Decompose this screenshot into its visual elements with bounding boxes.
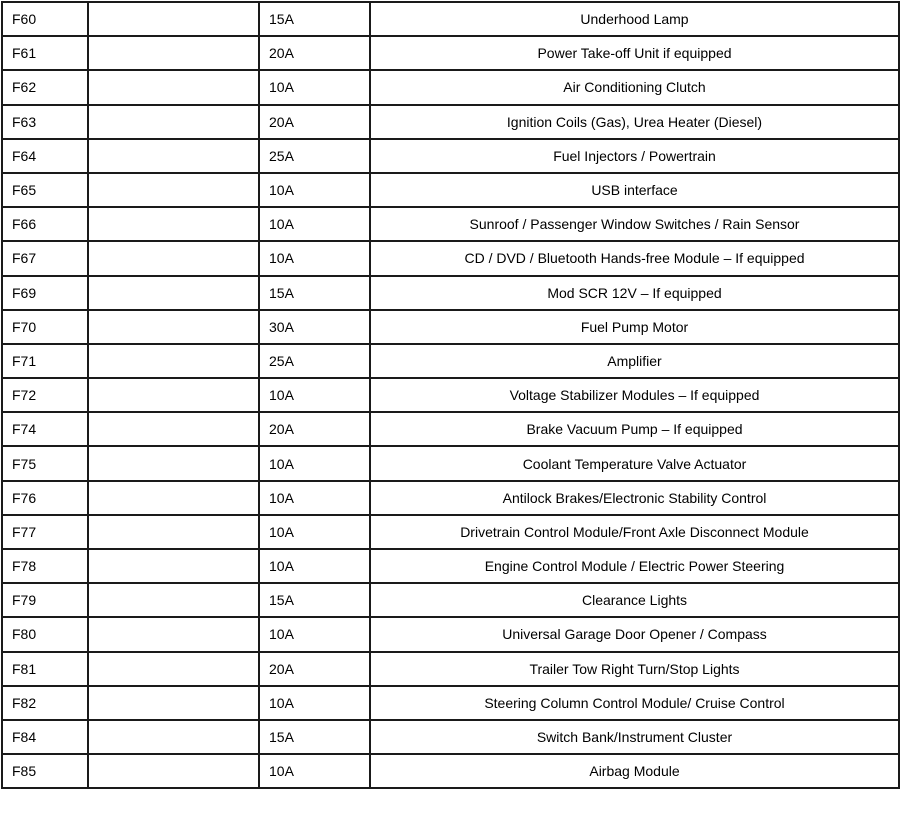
table-row: [2, 2, 899, 36]
empty-cell: [88, 412, 259, 446]
fuse-rating-cell: 30A: [259, 310, 370, 344]
empty-cell: [88, 754, 259, 788]
table-row: [2, 36, 899, 70]
empty-cell: [88, 139, 259, 173]
fuse-number-cell: F71: [2, 344, 88, 378]
fuse-rating-cell: 10A: [259, 515, 370, 549]
protected-circuit-cell: Clearance Lights: [370, 583, 899, 617]
empty-cell: [88, 515, 259, 549]
fuse-number-cell: F85: [2, 754, 88, 788]
empty-cell: [88, 549, 259, 583]
protected-circuit-cell: Switch Bank/Instrument Cluster: [370, 720, 899, 754]
empty-cell: [88, 720, 259, 754]
fuse-number-cell: F66: [2, 207, 88, 241]
fuse-rating-cell: 20A: [259, 652, 370, 686]
protected-circuit-cell: Coolant Temperature Valve Actuator: [370, 446, 899, 480]
empty-cell: [88, 276, 259, 310]
empty-cell: [88, 481, 259, 515]
protected-circuit-cell: Amplifier: [370, 344, 899, 378]
fuse-number-cell: F77: [2, 515, 88, 549]
protected-circuit-cell: Fuel Pump Motor: [370, 310, 899, 344]
empty-cell: [88, 207, 259, 241]
protected-circuit-cell: Sunroof / Passenger Window Switches / Rain Sensor: [370, 207, 899, 241]
fuse-number-cell: F80: [2, 617, 88, 651]
table-row: [2, 446, 899, 480]
fuse-rating-cell: 10A: [259, 207, 370, 241]
fuse-rating-cell: 15A: [259, 2, 370, 36]
fuse-rating-cell: 20A: [259, 412, 370, 446]
empty-cell: [88, 173, 259, 207]
fuse-rating-cell: 25A: [259, 344, 370, 378]
fuse-number-cell: F75: [2, 446, 88, 480]
fuse-table: [1, 1, 900, 789]
table-row: [2, 378, 899, 412]
fuse-rating-cell: 10A: [259, 617, 370, 651]
empty-cell: [88, 36, 259, 70]
fuse-number-cell: F81: [2, 652, 88, 686]
empty-cell: [88, 105, 259, 139]
table-row: [2, 310, 899, 344]
table-row: [2, 754, 899, 788]
empty-cell: [88, 310, 259, 344]
fuse-number-cell: F84: [2, 720, 88, 754]
fuse-rating-cell: 20A: [259, 105, 370, 139]
fuse-number-cell: F79: [2, 583, 88, 617]
protected-circuit-cell: Voltage Stabilizer Modules – If equipped: [370, 378, 899, 412]
fuse-number-cell: F61: [2, 36, 88, 70]
table-row: [2, 617, 899, 651]
empty-cell: [88, 446, 259, 480]
table-row: [2, 515, 899, 549]
fuse-number-cell: F72: [2, 378, 88, 412]
protected-circuit-cell: Engine Control Module / Electric Power Steering: [370, 549, 899, 583]
fuse-rating-cell: 15A: [259, 276, 370, 310]
protected-circuit-cell: Antilock Brakes/Electronic Stability Control: [370, 481, 899, 515]
table-row: [2, 720, 899, 754]
table-row: [2, 412, 899, 446]
fuse-rating-cell: 10A: [259, 446, 370, 480]
table-row: [2, 173, 899, 207]
fuse-number-cell: F78: [2, 549, 88, 583]
table-row: [2, 549, 899, 583]
table-row: [2, 70, 899, 104]
protected-circuit-cell: Power Take-off Unit if equipped: [370, 36, 899, 70]
table-row: [2, 139, 899, 173]
empty-cell: [88, 617, 259, 651]
fuse-rating-cell: 10A: [259, 549, 370, 583]
table-row: [2, 344, 899, 378]
protected-circuit-cell: Brake Vacuum Pump – If equipped: [370, 412, 899, 446]
fuse-number-cell: F82: [2, 686, 88, 720]
fuse-rating-cell: 10A: [259, 241, 370, 275]
fuse-number-cell: F60: [2, 2, 88, 36]
fuse-number-cell: F62: [2, 70, 88, 104]
protected-circuit-cell: CD / DVD / Bluetooth Hands-free Module – If equipped: [370, 241, 899, 275]
fuse-number-cell: F76: [2, 481, 88, 515]
fuse-rating-cell: 15A: [259, 583, 370, 617]
fuse-number-cell: F74: [2, 412, 88, 446]
fuse-table-body: [2, 2, 899, 788]
table-row: [2, 105, 899, 139]
empty-cell: [88, 378, 259, 412]
protected-circuit-cell: Underhood Lamp: [370, 2, 899, 36]
fuse-number-cell: F64: [2, 139, 88, 173]
protected-circuit-cell: Fuel Injectors / Powertrain: [370, 139, 899, 173]
protected-circuit-cell: Drivetrain Control Module/Front Axle Disconnect Module: [370, 515, 899, 549]
fuse-number-cell: F70: [2, 310, 88, 344]
table-row: [2, 241, 899, 275]
empty-cell: [88, 652, 259, 686]
protected-circuit-cell: Air Conditioning Clutch: [370, 70, 899, 104]
table-row: [2, 207, 899, 241]
protected-circuit-cell: USB interface: [370, 173, 899, 207]
fuse-number-cell: F63: [2, 105, 88, 139]
fuse-number-cell: F69: [2, 276, 88, 310]
fuse-rating-cell: 15A: [259, 720, 370, 754]
empty-cell: [88, 70, 259, 104]
fuse-number-cell: F67: [2, 241, 88, 275]
empty-cell: [88, 241, 259, 275]
fuse-rating-cell: 25A: [259, 139, 370, 173]
protected-circuit-cell: Steering Column Control Module/ Cruise Control: [370, 686, 899, 720]
fuse-rating-cell: 20A: [259, 36, 370, 70]
fuse-rating-cell: 10A: [259, 378, 370, 412]
table-row: [2, 276, 899, 310]
empty-cell: [88, 2, 259, 36]
empty-cell: [88, 344, 259, 378]
fuse-rating-cell: 10A: [259, 481, 370, 515]
fuse-rating-cell: 10A: [259, 754, 370, 788]
empty-cell: [88, 686, 259, 720]
empty-cell: [88, 583, 259, 617]
table-row: [2, 652, 899, 686]
fuse-rating-cell: 10A: [259, 173, 370, 207]
table-row: [2, 583, 899, 617]
fuse-rating-cell: 10A: [259, 70, 370, 104]
fuse-number-cell: F65: [2, 173, 88, 207]
protected-circuit-cell: Airbag Module: [370, 754, 899, 788]
table-row: [2, 481, 899, 515]
protected-circuit-cell: Trailer Tow Right Turn/Stop Lights: [370, 652, 899, 686]
fuse-rating-cell: 10A: [259, 686, 370, 720]
protected-circuit-cell: Universal Garage Door Opener / Compass: [370, 617, 899, 651]
table-row: [2, 686, 899, 720]
protected-circuit-cell: Ignition Coils (Gas), Urea Heater (Diesel): [370, 105, 899, 139]
protected-circuit-cell: Mod SCR 12V – If equipped: [370, 276, 899, 310]
